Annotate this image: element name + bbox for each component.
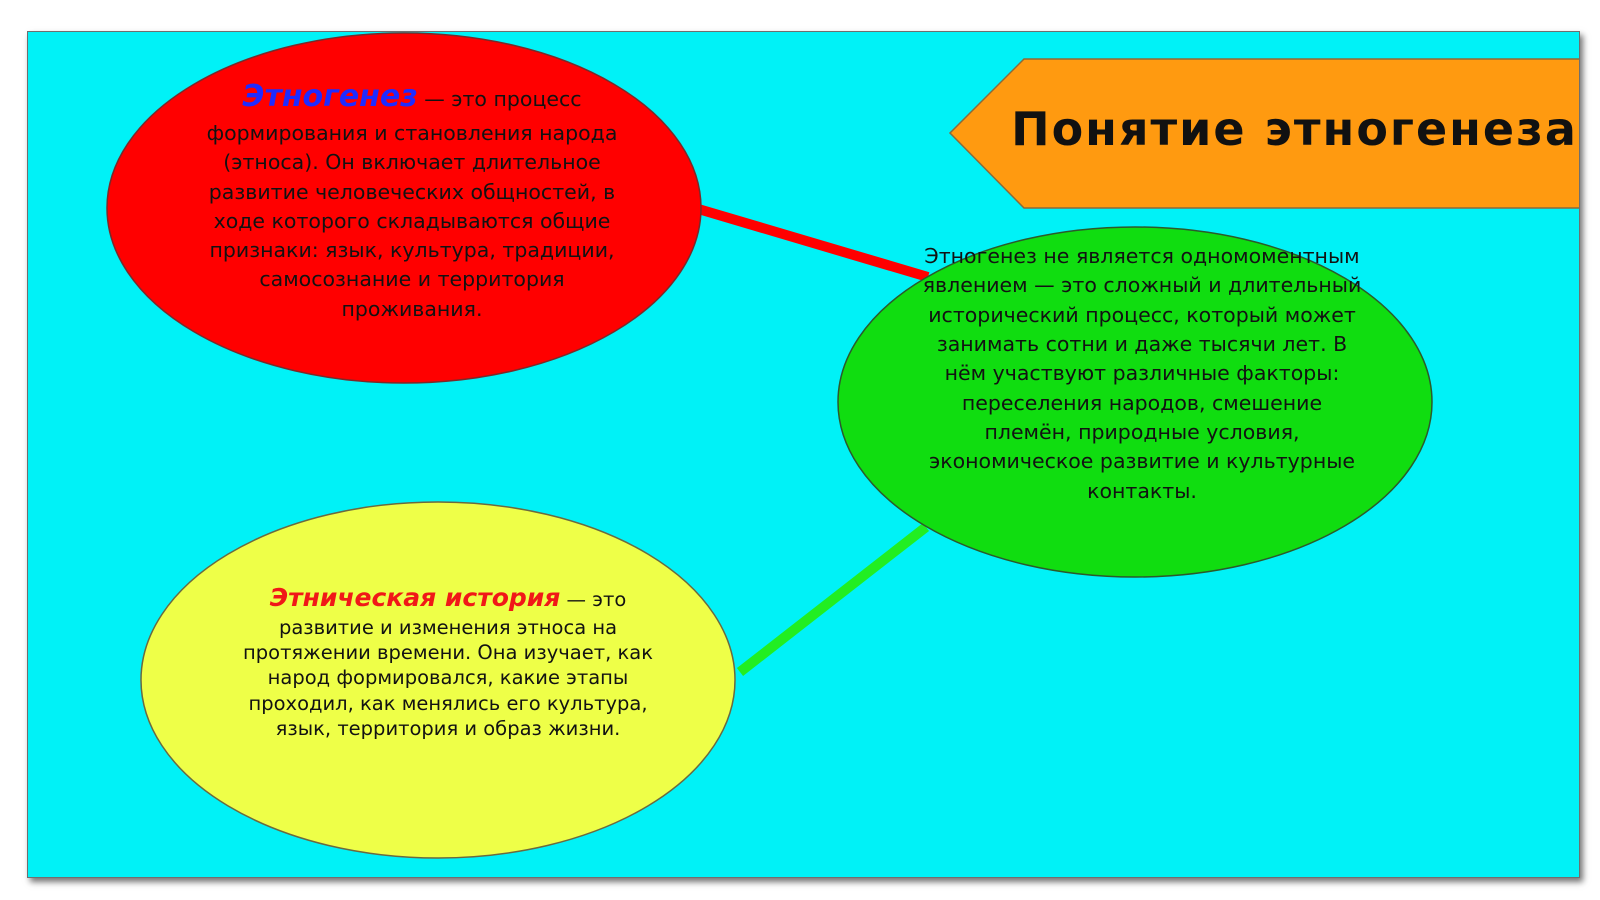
ethnic-history-term: Этническая история: [269, 583, 561, 612]
ethnogenesis-definition-body: — это процесс формирования и становления народа (этноса). Он включает длительное развитие человеческих общностей, в ходе которого складываются общие признаки: язык, культура, традиции, самосознание и территория проживания.: [206, 87, 618, 321]
page-title: Понятие этногенеза: [1011, 102, 1578, 156]
ethnic-history-body: — это развитие и изменения этноса на протяжении времени. Она изучает, как народ формировался, какие этапы проходил, как менялись его культура, язык, территория и образ жизни.: [243, 588, 653, 740]
ethnogenesis-process-text: Этногенез не является одномоментным явлением — это сложный и длительный исторический процесс, который может занимать сотни и даже тысячи лет. В нём участвуют различные факторы: переселения народов, смешение племён, природные условия, экономическое развитие и культурные контакты.: [922, 244, 1362, 503]
ethnogenesis-definition-text: [194, 76, 630, 324]
slide: [27, 31, 1580, 878]
ethnogenesis-term: Этногенез: [242, 79, 418, 114]
ethnic-history-text: [228, 582, 668, 741]
